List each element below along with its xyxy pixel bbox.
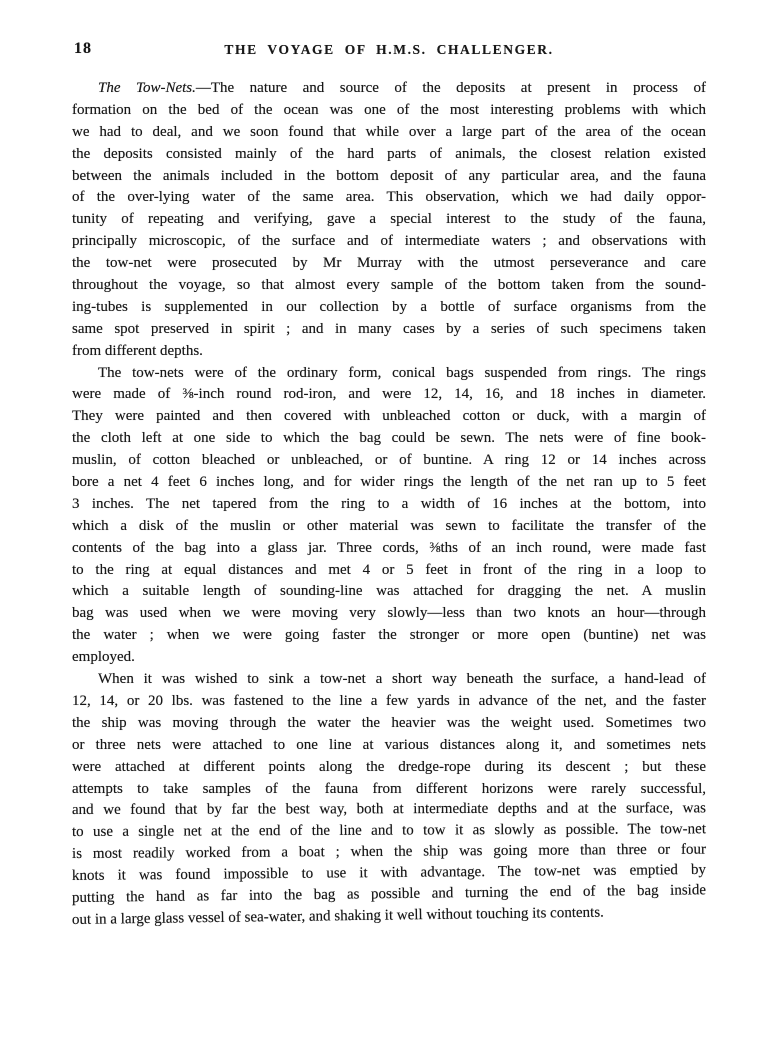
text-line: the tow-net were prosecuted by Mr Murray with the utmost perseverance and care <box>72 255 706 272</box>
text-line: to the ring at equal distances and met 4 or 5 feet in front of the ring in a loop to <box>72 561 706 578</box>
text-line: putting the hand as far into the bag as possible and turning the end of the bag inside <box>71 882 707 906</box>
text-line: the deposits consisted mainly of the hard parts of animals, the closest relation existed <box>72 145 706 162</box>
page-header <box>72 40 706 60</box>
text-line: same spot preserved in spirit ; and in many cases by a series of such specimens taken <box>72 320 706 337</box>
text-line: The tow-nets were of the ordinary form, conical bags suspended from rings. The rings <box>98 364 706 381</box>
text-line: They were painted and then covered with unbleached cotton or duck, with a margin of <box>72 408 706 425</box>
text-line: principally microscopic, of the surface and of intermediate waters ; and observations with <box>72 233 706 250</box>
running-title: THE VOYAGE OF H.M.S. CHALLENGER. <box>224 42 554 57</box>
text-line: knots it was found impossible to use it with advantage. The tow-net was emptied by <box>71 861 707 885</box>
text-line: from different depths. <box>72 342 203 359</box>
text-line: and we found that by far the best way, both at intermediate depths and at the surface, was <box>71 800 707 819</box>
paragraph-lead-italic: The Tow-Nets. <box>98 80 196 96</box>
text-line: muslin, of cotton bleached or unbleached, or of buntine. A ring 12 or 14 inches across <box>72 452 706 469</box>
text-line: the water ; when we were going faster the stronger or more open (buntine) net was <box>72 627 706 644</box>
text-line: ing-tubes is supplemented in our collection by a bottle of surface organisms from the <box>72 298 706 315</box>
text-line: When it was wished to sink a tow-net a short way beneath the surface, a hand-lead of <box>98 671 706 688</box>
paragraph <box>72 78 706 363</box>
text-line: employed. <box>72 649 135 666</box>
text-block <box>72 78 706 932</box>
text-line: between the animals included in the bottom deposit of any particular area, and the fauna <box>72 167 706 184</box>
text-line: throughout the voyage, so that almost every sample of the bottom taken from the sound- <box>72 277 706 294</box>
text-line: 3 inches. The net tapered from the ring to a width of 16 inches at the bottom, into <box>72 495 706 512</box>
text-line: is most readily worked from a boat ; when the ship was going more than three or four <box>71 841 707 863</box>
text-line: which a suitable length of sounding-line was attached for dragging the net. A muslin <box>72 583 706 600</box>
text-line: the cloth left at one side to which the bag could be sewn. The nets were of fine book- <box>72 430 706 447</box>
text-line: attempts to take samples of the fauna from different horizons were rarely successful, <box>72 780 706 797</box>
text-line: were attached at different points along the dredge-rope during its descent ; but these <box>72 758 706 775</box>
text-line: The Tow-Nets.—The nature and source of the deposits at present in process of <box>98 80 706 96</box>
text-line: bag was used when we were moving very slowly—less than two knots an hour—through <box>72 605 706 622</box>
page-number: 18 <box>74 40 92 57</box>
text-line: bore a net 4 feet 6 inches long, and for wider rings the length of the net ran up to 5 feet <box>72 474 706 491</box>
text-line: of the over-lying water of the same area. This observation, which we had daily oppor- <box>72 189 706 206</box>
text-line: 12, 14, or 20 lbs. was fastened to the line a few yards in advance of the net, and the faster <box>72 692 706 709</box>
paragraph <box>72 363 706 669</box>
text-line: we had to deal, and we soon found that while over a large part of the area of the ocean <box>72 123 706 140</box>
text-line: out in a large glass vessel of sea-water, and shaking it well without touching its contents. <box>71 904 604 928</box>
text-line: contents of the bag into a glass jar. Three cords, ⅜ths of an inch round, were made fast <box>72 539 706 556</box>
text-line: or three nets were attached to one line at various distances along it, and sometimes nets <box>72 736 706 753</box>
text-line: formation on the bed of the ocean was one of the most interesting problems with which <box>72 101 706 118</box>
text-line: which a disk of the muslin or other material was sewn to facilitate the transfer of the <box>72 517 706 534</box>
text-line: tunity of repeating and verifying, gave a special interest to the study of the fauna, <box>72 211 706 228</box>
text-line: the ship was moving through the water the heavier was the weight used. Sometimes two <box>72 714 706 731</box>
text-line: to use a single net at the end of the line and to tow it as slowly as possible. The tow-net <box>71 821 707 841</box>
paragraph <box>72 669 706 932</box>
text-line: were made of ⅜-inch round rod-iron, and were 12, 14, 16, and 18 inches in diameter. <box>72 386 706 403</box>
